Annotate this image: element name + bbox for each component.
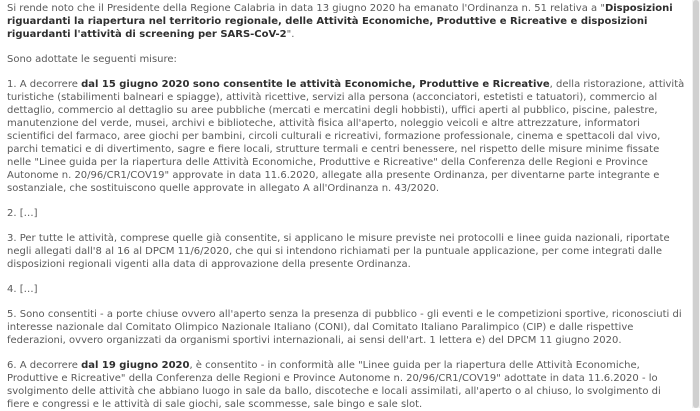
intro-text: Si rende noto che il Presidente della Regione Calabria in data 13 giugno 2020 ha emanato l'Ordinanza n. 51 relativa a " <box>7 3 605 14</box>
measure-item-2: 2. […] <box>7 208 38 219</box>
ordinance-title: Disposizioni riguardanti la riapertura nel territorio regionale, delle Attività Economiche, Produttive e Ricreative e disposizioni riguardanti l'attività di screening per SARS-CoV-2 <box>7 3 673 40</box>
measure-item-6-prefix: 6. A decorrere <box>7 360 82 371</box>
measure-item-3: 3. Per tutte le attività, comprese quelle già consentite, si applicano le misure previste nei protocolli e linee guida nazionali, riportate negli allegati dall'8 al 16 al DPCM 11/6/2020, che qui si intendono richiamati per la puntuale applicazione, per come integrati dalle disposizioni regionali vigenti alla data di approvazione della presente Ordinanza. <box>7 233 670 270</box>
measure-item-4: 4. […] <box>7 284 38 295</box>
measure-item-5: 5. Sono consentiti - a porte chiuse ovvero all'aperto senza la presenza di pubblico - gli eventi e le competizioni sportive, riconosciuti di interesse nazionale dal Comitato Olimpico Nazionale Italiano (CONI), dal Comitato Italiano Paralimpico (CIP) e dalle rispettive federazioni, ovvero organizzati da organismi sportivi internazionali, ai sensi dell'art. 1 lettera e) del DPCM 11 giugno 2020. <box>7 309 682 346</box>
intro-text-end: ". <box>286 29 295 40</box>
measure-item-1 <box>7 78 686 195</box>
scrollbar-thumb[interactable] <box>693 0 699 408</box>
measures-intro: Sono adottate le seguenti misure: <box>7 54 177 65</box>
measure-item-6 <box>7 359 686 411</box>
measure-item-6-text: , è consentito - in conformità alle "Linee guida per la riapertura delle Attività Economiche, Produttive e Ricreative" della Conferenza delle Regioni e Province Autonome n. 20/96/CR1/COV19" adottate in data 11.6.2020 - lo svolgimento delle attività che abbiano luogo in sale da ballo, discoteche e locali assimilati, all'aperto o al chiuso, lo svolgimento di fiere e congressi e le attività di sale giochi, sale scommesse, sale bingo e sale slot. <box>7 360 661 410</box>
intro-paragraph <box>7 2 686 41</box>
measure-item-1-prefix: 1. A decorrere <box>7 79 82 90</box>
measure-item-1-highlight: dal 15 giugno 2020 sono consentite le attività Economiche, Produttive e Ricreative <box>81 79 550 90</box>
measure-item-1-text: , della ristorazione, attività turistiche (stabilimenti balneari e spiagge), attività ricettive, servizi alla persona (acconciatori, estetisti e tatuatori), commercio al dettaglio, commercio al dettaglio su aree pubbliche (mercati e mercatini degli hobbisti), uffici aperti al pubblico, piscine, palestre, manutenzione del verde, musei, archivi e biblioteche, attività fisica all'aperto, noleggio veicoli e altre attrezzature, informatori scientifici del farmaco, aree giochi per bambini, circoli culturali e ricreativi, formazione professionale, cinema e spettacoli dal vivo, parchi tematici e di divertimento, sagre e fiere locali, strutture termali e centri benessere, nel rispetto delle misure minime fissate nelle "Linee guida per la riapertura delle Attività Economiche, Produttive e Ricreative" della Conferenza delle Regioni e Province Autonome n. 20/96/CR1/COV19" approvate in data 11.6.2020, allegate alla presente Ordinanza, per diventarne parte integrante e sostanziale, che sostituiscono quelle approvate in allegato A all'Ordinanza n. 43/2020. <box>7 79 685 194</box>
measure-item-6-highlight: dal 19 giugno 2020 <box>81 360 190 371</box>
vertical-scrollbar[interactable] <box>692 0 700 408</box>
